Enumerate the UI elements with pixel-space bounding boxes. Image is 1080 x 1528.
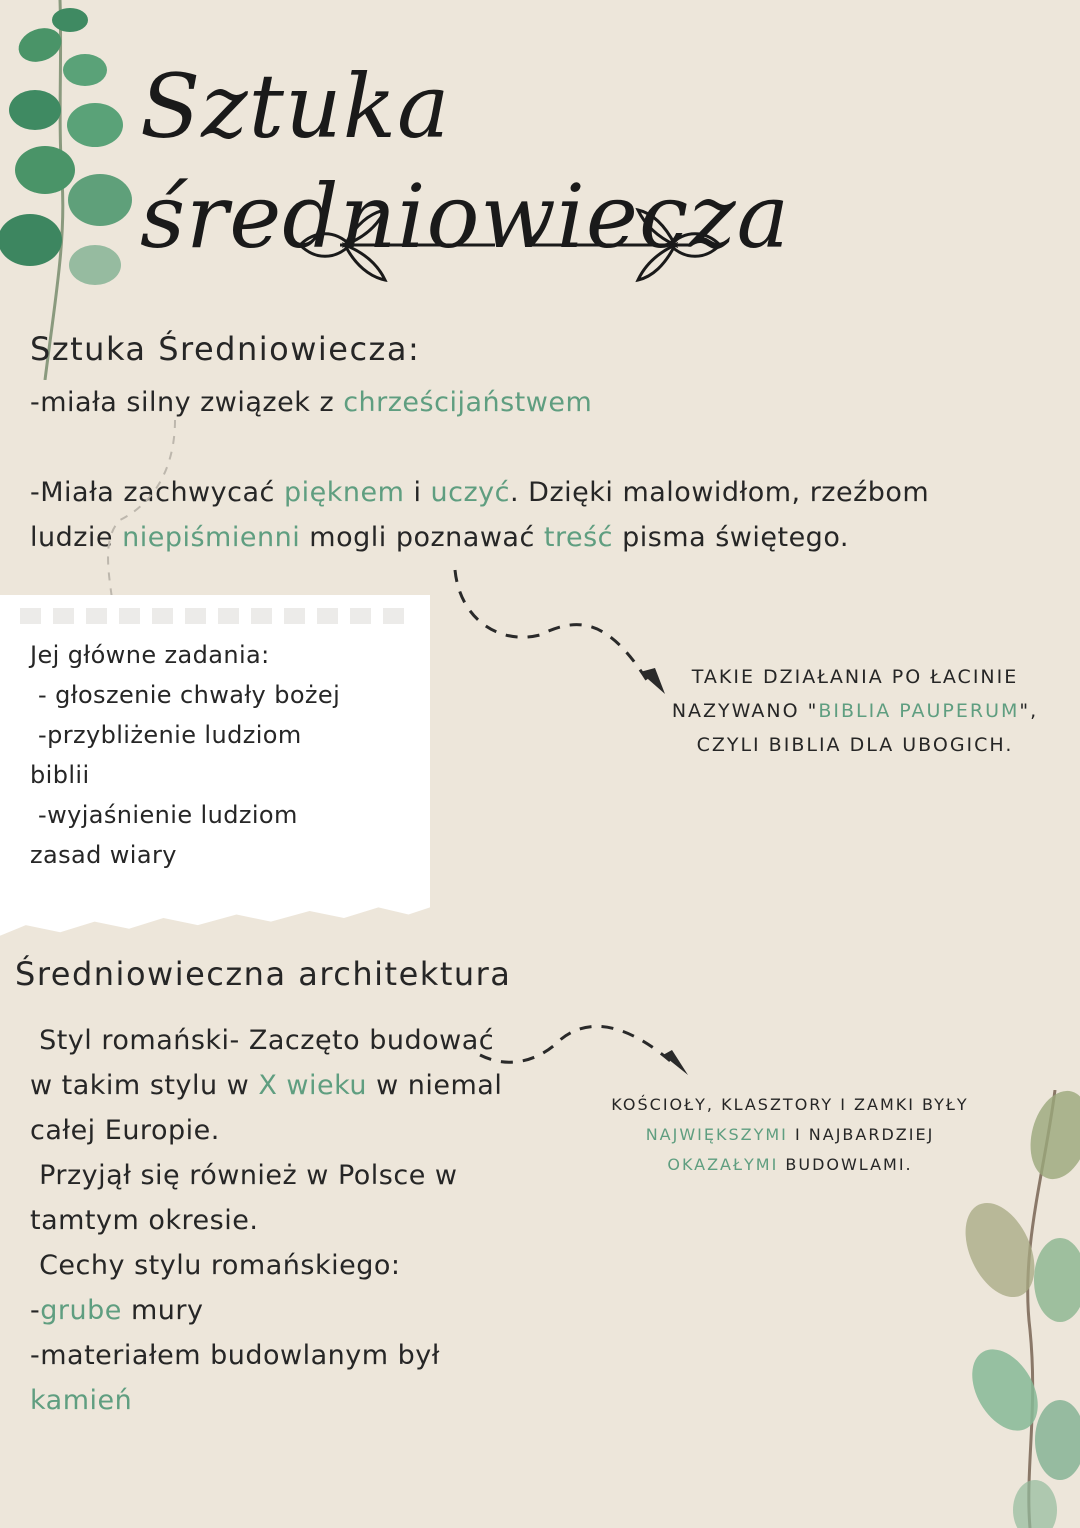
text: BUDOWLAMI. <box>778 1155 913 1174</box>
text-line: Styl romański- Zaczęto budować <box>30 1025 495 1056</box>
note-item-cont: biblii <box>30 761 90 789</box>
text: mury <box>121 1295 204 1326</box>
note-card-content <box>30 635 420 875</box>
callout-line: CZYLI BIBLIA DLA UBOGICH. <box>696 734 1014 756</box>
callout-biblia-pauperum <box>660 660 1050 762</box>
section-heading-art: Sztuka Średniowiecza: <box>30 330 421 368</box>
hole <box>317 608 338 624</box>
page-title: Sztuka średniowiecza <box>140 55 791 268</box>
text: . Dzięki malowidłom, rzeźbom <box>510 477 930 508</box>
highlight-content: treść <box>543 522 613 553</box>
highlight-impressive: OKAZAŁYMI <box>667 1155 779 1174</box>
hole <box>53 608 74 624</box>
architecture-paragraph <box>30 1018 550 1423</box>
text: - <box>30 1295 41 1326</box>
text: i <box>404 477 431 508</box>
callout-line <box>660 694 1050 728</box>
callout-line <box>590 1150 990 1180</box>
hole <box>218 608 239 624</box>
text: pisma świętego. <box>613 522 849 553</box>
text: mogli poznawać <box>300 522 544 553</box>
highlight-illiterate: niepiśmienni <box>122 522 301 553</box>
text-line: tamtym okresie. <box>30 1205 259 1236</box>
hole <box>251 608 272 624</box>
text-line: całej Europie. <box>30 1115 220 1146</box>
text: w takim stylu w <box>30 1070 259 1101</box>
note-card-holes <box>20 608 420 626</box>
text: I NAJBARDZIEJ <box>787 1125 935 1144</box>
hole <box>119 608 140 624</box>
features-title: Cechy stylu romańskiego: <box>30 1250 401 1281</box>
text: -miała silny związek z <box>30 387 344 418</box>
text: NAZYWANO " <box>671 700 819 722</box>
hole <box>185 608 206 624</box>
note-card-title: Jej główne zadania: <box>30 641 270 669</box>
hole <box>350 608 371 624</box>
note-item: -wyjaśnienie ludziom <box>30 801 298 829</box>
note-item: - głoszenie chwały bożej <box>30 681 341 709</box>
highlight-christianity: chrześcijaństwem <box>343 387 593 418</box>
highlight-stone: kamień <box>30 1385 133 1416</box>
callout-line: TAKIE DZIAŁANIA PO ŁACINIE <box>691 666 1019 688</box>
text: ", <box>1019 700 1039 722</box>
hole <box>284 608 305 624</box>
hole <box>20 608 41 624</box>
text-line <box>30 1063 550 1108</box>
section-heading-architecture: Średniowieczna architektura <box>15 955 512 993</box>
highlight-beauty: pięknem <box>283 477 405 508</box>
note-item: -przybliżenie ludziom <box>30 721 302 749</box>
highlight-thick: grube <box>40 1295 122 1326</box>
callout-buildings <box>590 1090 990 1180</box>
highlight-biblia-pauperum: BIBLIA PAUPERUM <box>818 700 1020 722</box>
highlight-teach: uczyć <box>430 477 510 508</box>
text: w niemal <box>367 1070 503 1101</box>
hole <box>383 608 404 624</box>
callout-line: KOŚCIOŁY, KLASZTORY I ZAMKI BYŁY <box>611 1095 969 1114</box>
feature-item <box>30 1333 550 1423</box>
hole <box>152 608 173 624</box>
highlight-century: X wieku <box>258 1070 368 1101</box>
hole <box>86 608 107 624</box>
text: ludzie <box>30 522 123 553</box>
note-item-cont: zasad wiary <box>30 841 177 869</box>
text: -Miała zachwycać <box>30 477 284 508</box>
feature-item <box>30 1288 550 1333</box>
highlight-largest: NAJWIĘKSZYMI <box>645 1125 788 1144</box>
text: -materiałem budowlanym był <box>30 1340 440 1371</box>
text-line: Przyjął się również w Polsce w <box>30 1160 458 1191</box>
callout-line <box>590 1120 990 1150</box>
